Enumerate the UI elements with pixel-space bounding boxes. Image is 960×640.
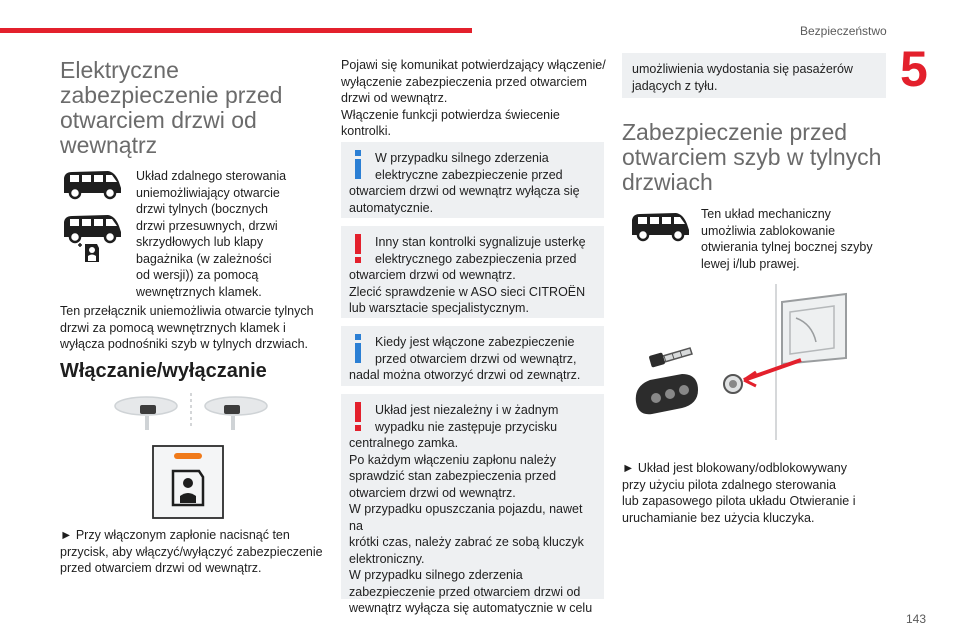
warning-note-continued: umożliwienia wydostania się pasażerów jadących z tyłu. <box>622 53 886 98</box>
remote-control-instruction: ► Układ jest blokowany/odblokowywany przy użyciu pilota zdalnego sterowania lub zapasowego pilota układu Otwieranie i uruchamianie bez użycia kluczyka. <box>622 461 856 525</box>
info-icon <box>349 334 367 362</box>
child-lock-small-icon <box>76 240 102 266</box>
warning-icon <box>349 402 367 430</box>
confirmation-text: Pojawi się komunikat potwierdzający włączenie/ wyłączenie zabezpieczenia przed otwarciem drzwi od wewnątrz. Włączenie funkcji potwierdza świecenie kontrolki. <box>341 58 606 138</box>
key-lock-illustration <box>626 282 886 440</box>
warning-icon <box>349 234 367 262</box>
steering-wheels-icon <box>110 390 272 436</box>
van-side-icon-2 <box>628 208 692 242</box>
chapter-number: 5 <box>900 41 928 97</box>
top-accent-bar <box>0 28 472 33</box>
section-title: Bezpieczeństwo <box>800 24 887 38</box>
child-lock-button-icon <box>152 445 224 519</box>
electric-lock-intro: Układ zdalnego sterowania uniemożliwiający otwarcie drzwi tylnych (bocznych drzwi przesuwnych, drzwi skrzydłowych lub klapy bagażnika (w zależności od wersji)) za pomocą wewnętrznych klamek. <box>136 169 287 299</box>
heading-on-off: Włączanie/wyłączanie <box>60 360 267 382</box>
heading-electric-child-lock: Elektryczne zabezpieczenie przed otwarciem drzwi od wewnątrz <box>60 57 283 158</box>
switch-description: Ten przełącznik uniemożliwia otwarcie tylnych drzwi za pomocą wewnętrznych klamek i wyłącza podnośniki szyb w tylnych drzwiach. <box>60 304 314 351</box>
warning-note-independent: Układ jest niezależny i w żadnym wypadku nie zastępuje przycisku centralnego zamka. Po każdym włączeniu zapłonu należy sprawdzić stan zabezpieczenia przed otwarciem drzwi od wewnątrz. W przypadku opuszczania pojazdu, nawet na krótki czas, należy zabrać ze sobą kluczyk elektroniczny. W przypadku silnego zderzenia zabezpieczenie przed otwarciem drzwi od wewnątrz wyłącza się automatycznie w celu <box>341 394 604 599</box>
info-note-outside-open: Kiedy jest włączone zabezpieczenie przed otwarciem drzwi od wewnątrz, nadal można otworzyć drzwi od zewnątrz. <box>341 326 604 386</box>
press-button-instruction: ► Przy włączonym zapłonie nacisnąć ten przycisk, aby włączyć/wyłączyć zabezpieczenie przed otwarciem drzwi od wewnątrz. <box>60 528 323 575</box>
window-lock-intro: Ten układ mechaniczny umożliwia zablokowanie otwierania tylnej bocznej szyby lewej i/lub prawej. <box>701 207 873 271</box>
info-note-collision: W przypadku silnego zderzenia elektryczne zabezpieczenie przed otwarciem drzwi od wewnątrz wyłącza się automatycznie. <box>341 142 604 218</box>
heading-window-lock: Zabezpieczenie przed otwarciem szyb w tylnych drzwiach <box>622 119 882 195</box>
van-rear-doors-icon <box>60 210 124 244</box>
info-icon <box>349 150 367 178</box>
page-number: 143 <box>906 612 927 626</box>
van-side-icon <box>60 166 124 200</box>
warning-note-fault: Inny stan kontrolki sygnalizuje usterkę elektrycznego zabezpieczenia przed otwarciem drzwi od wewnątrz. Zlecić sprawdzenie w ASO sieci CITROËN lub warsztacie specjalistycznym. <box>341 226 604 318</box>
